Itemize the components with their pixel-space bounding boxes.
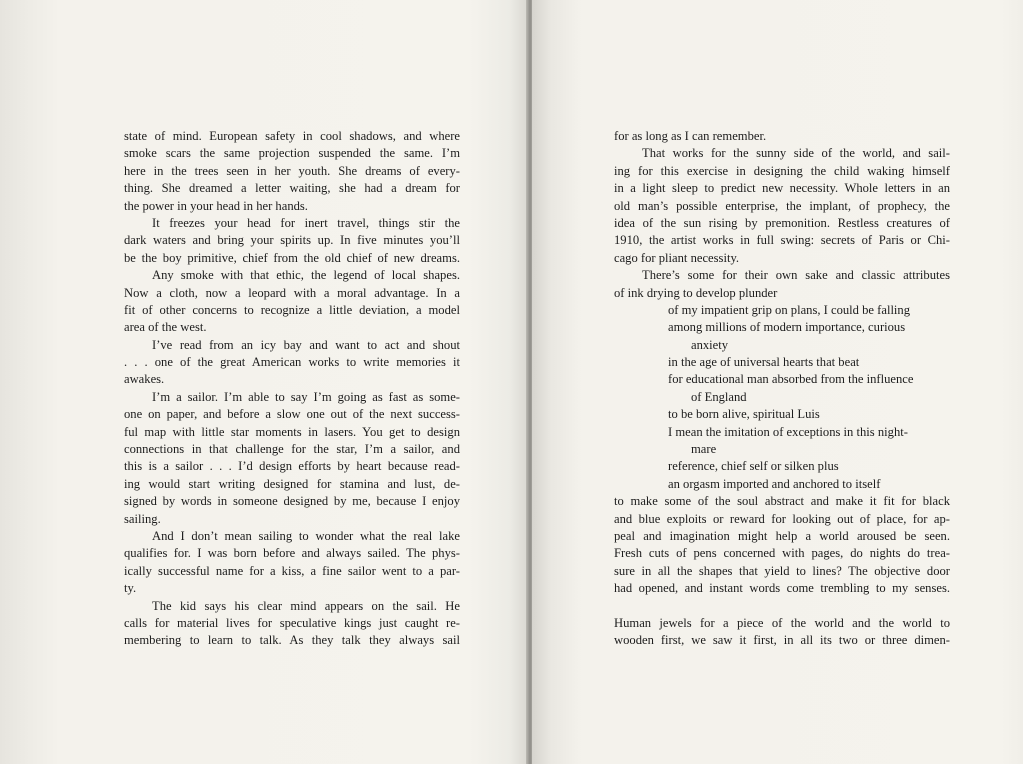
- text-line: Now a cloth, now a leopard with a moral advantage. In a: [124, 285, 460, 300]
- text-line: I’ve read from an icy bay and want to act and shout: [152, 337, 460, 352]
- text-line: anxiety: [691, 337, 729, 352]
- text-line: I mean the imitation of exceptions in this night-: [668, 424, 908, 439]
- text-line: fit of other concerns to recognize a little deviation, a model: [124, 302, 460, 317]
- text-line: calls for material lives for speculative kings just caught re-: [124, 615, 460, 630]
- text-line: state of mind. European safety in cool shadows, and where: [124, 129, 460, 143]
- text-line: idea of the sun rising by premonition. Restless creatures of: [614, 215, 950, 230]
- text-line: reference, chief self or silken plus: [668, 459, 839, 474]
- text-line: sailing.: [124, 511, 161, 526]
- text-line: [614, 598, 950, 615]
- text-line: thing. She dreamed a letter waiting, she had a dream for: [124, 181, 460, 196]
- text-line: the power in your head in her hands.: [124, 198, 308, 213]
- text-line: to be born alive, spiritual Luis: [668, 407, 820, 422]
- right-page-text: [614, 128, 950, 650]
- text-line: I’m a sailor. I’m able to say I’m going as fast as some-: [152, 389, 460, 404]
- text-line: 1910, the artist works in full swing: secrets of Paris or Chi-: [614, 233, 950, 248]
- text-line: And I don’t mean sailing to wonder what the real lake: [152, 528, 460, 543]
- text-line: sure in all the shapes that yield to lines? The objective door: [614, 563, 950, 578]
- text-line: That works for the sunny side of the world, and sail-: [642, 146, 950, 161]
- text-line: here in the trees seen in her youth. She dreams of every-: [124, 163, 460, 178]
- text-line: ing would start writing designed for stamina and lust, de-: [124, 476, 460, 491]
- text-line: wooden first, we saw it first, in all its two or three dimen-: [614, 633, 950, 648]
- text-line: in the age of universal hearts that beat: [668, 355, 860, 370]
- text-line: There’s some for their own sake and classic attributes: [642, 268, 950, 283]
- text-line: ful map with little star moments in lasers. You get to design: [124, 424, 460, 439]
- text-line: had opened, and instant words come trembling to my senses.: [614, 581, 950, 596]
- text-line: of England: [691, 389, 747, 404]
- text-line: awakes.: [124, 372, 165, 387]
- text-line: qualifies for. I was born before and always sailed. The phys-: [124, 546, 460, 561]
- text-line: Any smoke with that ethic, the legend of local shapes.: [152, 268, 460, 283]
- text-line: this is a sailor . . . I’d design efforts by heart because read-: [124, 459, 460, 474]
- text-line: ing for this exercise in designing the child waking himself: [614, 163, 950, 178]
- text-line: ty.: [124, 581, 137, 596]
- text-line: of my impatient grip on plans, I could be falling: [668, 302, 911, 317]
- text-line: for educational man absorbed from the influence: [668, 372, 914, 387]
- text-line: signed by words in someone designed by me, because I enjoy: [124, 494, 460, 509]
- text-line: It freezes your head for inert travel, things stir the: [152, 215, 460, 230]
- text-line: to make some of the soul abstract and make it fit for black: [614, 494, 950, 509]
- text-line: cago for pliant necessity.: [614, 250, 740, 265]
- text-line: in a light sleep to predict new necessity. Whole letters in an: [614, 181, 950, 196]
- text-line: for as long as I can remember.: [614, 129, 767, 143]
- text-line: Human jewels for a piece of the world and the world to: [614, 615, 950, 630]
- text-line: dark waters and bring your spirits up. In five minutes you’ll: [124, 233, 460, 248]
- text-line: one on paper, and before a slow one out of the next success-: [124, 407, 460, 422]
- text-line: . . . one of the great American works to write memories it: [124, 355, 460, 370]
- text-line: membering to learn to talk. As they talk they always sail: [124, 633, 460, 648]
- right-page: [532, 0, 1023, 764]
- text-line: of ink drying to develop plunder: [614, 285, 778, 300]
- text-line: and blue exploits or reward for looking out of place, for ap-: [614, 511, 950, 526]
- text-line: area of the west.: [124, 320, 207, 335]
- text-line: among millions of modern importance, curious: [668, 320, 906, 335]
- text-line: connections in that challenge for the star, I’m a sailor, and: [124, 442, 460, 457]
- text-line: peal and imagination might help a world aroused be seen.: [614, 528, 950, 543]
- text-line: old man’s possible enterprise, the implant, of prophecy, the: [614, 198, 950, 213]
- text-line: mare: [691, 442, 717, 457]
- text-line: an orgasm imported and anchored to itself: [668, 476, 881, 491]
- text-line: Fresh cuts of pens concerned with pages, do nights do trea-: [614, 546, 950, 561]
- text-line: be the boy primitive, chief from the old chief of new dreams.: [124, 250, 460, 265]
- text-line: smoke scars the same projection suspended the same. I’m: [124, 146, 460, 161]
- text-line: ically successful name for a kiss, a fine sailor went to a par-: [124, 563, 460, 578]
- left-page-text: [124, 128, 460, 650]
- text-line: The kid says his clear mind appears on the sail. He: [152, 598, 460, 613]
